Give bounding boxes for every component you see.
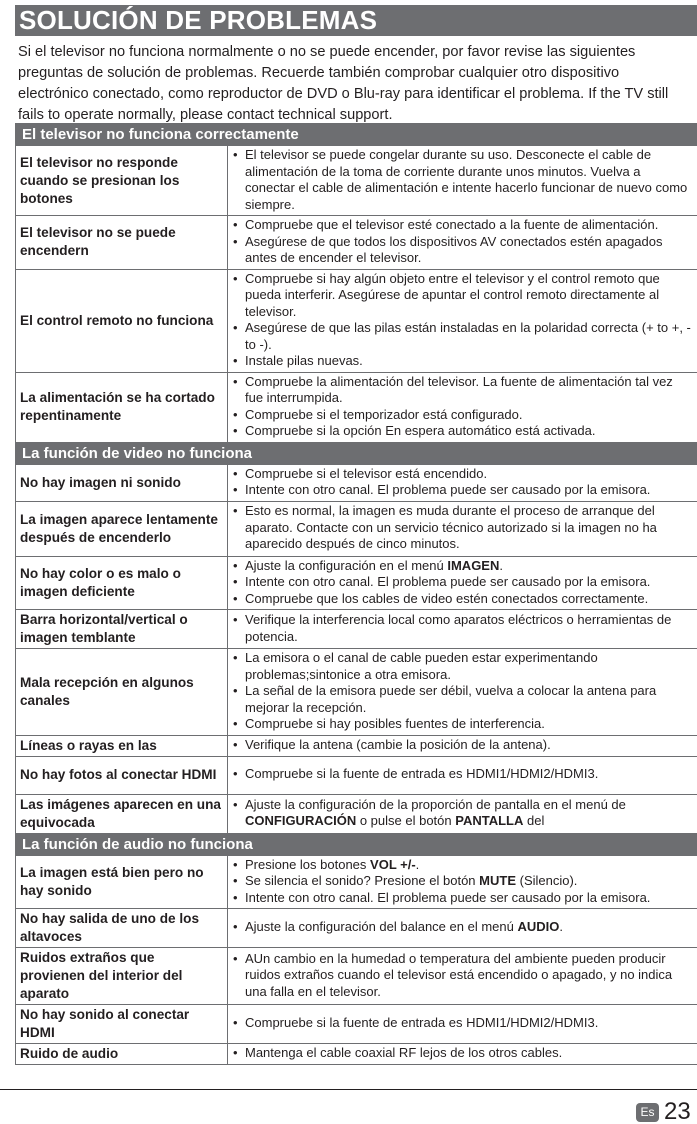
solution-item: • Verifique la antena (cambie la posición de la antena). (232, 737, 693, 754)
solution-cell (228, 464, 697, 501)
intro-paragraph: Si el televisor no funciona normalmente o no se puede encender, por favor revise las siguientes preguntas de solución de problemas. Recuerde también comprobar cualquier otro dispositivo electrónico conectado, como reproductor de DVD o Blu-ray para identificar el problema. If the TV still fails to operate normally, please contact technical support. (18, 44, 669, 123)
problem-cell: Mala recepción en algunos canales (16, 649, 228, 736)
solution-item: • Ajuste la configuración del balance en el menú AUDIO. (232, 919, 693, 936)
table-row (16, 269, 697, 372)
problem-cell: No hay fotos al conectar HDMI (16, 756, 228, 794)
solution-list (232, 466, 693, 499)
solution-list (232, 558, 693, 608)
solution-list (232, 374, 693, 440)
table-row (16, 735, 697, 756)
solution-item: • Ajuste la configuración de la proporción de pantalla en el menú de CONFIGURACIÓN o pulse el botón PANTALLA del (232, 797, 693, 830)
problem-cell: No hay salida de uno de los altavoces (16, 909, 228, 948)
problem-cell: El televisor no se puede encendern (16, 216, 228, 270)
solution-list (232, 797, 693, 830)
table-row (16, 855, 697, 909)
table-row (16, 909, 697, 948)
solution-cell (228, 735, 697, 756)
problem-cell: Líneas o rayas en las (16, 735, 228, 756)
solution-item: • Instale pilas nuevas. (232, 353, 693, 370)
solution-cell (228, 794, 697, 833)
section-header (16, 124, 697, 146)
solution-list (232, 951, 693, 1001)
section-header (16, 442, 697, 464)
table-row (16, 756, 697, 794)
solution-list (232, 503, 693, 553)
solution-item: • Compruebe si la fuente de entrada es HDMI1/HDMI2/HDMI3. (232, 1015, 693, 1032)
solution-list (232, 147, 693, 213)
troubleshooting-table (15, 123, 697, 1065)
solution-item: • Mantenga el cable coaxial RF lejos de los otros cables. (232, 1045, 693, 1062)
solution-item: • El televisor se puede congelar durante su uso. Desconecte el cable de alimentación de la toma de corriente durante unos minutos. Vuelva a conectar el cable de alimentación e intente hacerlo funcionar de nuevo como siempre. (232, 147, 693, 213)
solution-cell (228, 146, 697, 216)
solution-item: • Intente con otro canal. El problema puede ser causado por la emisora. (232, 482, 693, 499)
title-bar (15, 5, 697, 36)
problem-cell: El control remoto no funciona (16, 269, 228, 372)
solution-cell (228, 216, 697, 270)
solution-list (232, 1015, 693, 1032)
table-row (16, 501, 697, 556)
solution-list (232, 737, 693, 754)
solution-list (232, 217, 693, 267)
section-header (16, 833, 697, 855)
problem-cell: Ruido de audio (16, 1044, 228, 1065)
problem-cell: No hay sonido al conectar HDMI (16, 1005, 228, 1044)
page-number: 23 (664, 1098, 691, 1124)
problem-cell: El televisor no responde cuando se presionan los botones (16, 146, 228, 216)
table-row (16, 372, 697, 442)
solution-item: • Compruebe si la opción En espera automático está activada. (232, 423, 693, 440)
solution-item: • Se silencia el sonido? Presione el botón MUTE (Silencio). (232, 873, 693, 890)
solution-item: • Compruebe que el televisor esté conectado a la fuente de alimentación. (232, 217, 693, 234)
solution-item: • Asegúrese de que todos los dispositivos AV conectados estén apagados antes de encender el televisor. (232, 234, 693, 267)
section-title: El televisor no funciona correctamente (16, 124, 697, 146)
solution-item: • Esto es normal, la imagen es muda durante el proceso de arranque del aparato. Contacte con un servicio técnico autorizado si la imagen no ha aparecido después de cinco minutos. (232, 503, 693, 553)
solution-list (232, 271, 693, 370)
table-row (16, 464, 697, 501)
solution-cell (228, 556, 697, 610)
solution-item: • AUn cambio en la humedad o temperatura del ambiente pueden producir ruidos extraños cuando el televisor está encendido o apagado, y no indica una falla en el televisor. (232, 951, 693, 1001)
solution-item: • Compruebe la alimentación del televisor. La fuente de alimentación tal vez fue interrumpida. (232, 374, 693, 407)
solution-cell (228, 756, 697, 794)
table-row (16, 649, 697, 736)
solution-item: • Presione los botones VOL +/-. (232, 857, 693, 874)
problem-cell: Las imágenes aparecen en una equivocada (16, 794, 228, 833)
table-row (16, 610, 697, 649)
table-row (16, 216, 697, 270)
section-title: La función de video no funciona (16, 442, 697, 464)
table-row (16, 1005, 697, 1044)
solution-item: • Ajuste la configuración en el menú IMAGEN. (232, 558, 693, 575)
solution-cell (228, 1005, 697, 1044)
table-row (16, 146, 697, 216)
solution-cell (228, 269, 697, 372)
solution-item: • Compruebe si hay posibles fuentes de interferencia. (232, 716, 693, 733)
solution-item: • La señal de la emisora puede ser débil, vuelva a colocar la antena para mejorar la recepción. (232, 683, 693, 716)
solution-item: • Compruebe si hay algún objeto entre el televisor y el control remoto que pueda interferir. Asegúrese de apuntar el control remoto directamente al televisor. (232, 271, 693, 321)
solution-item: • La emisora o el canal de cable pueden estar experimentando problemas;sintonice a otra emisora. (232, 650, 693, 683)
solution-list (232, 857, 693, 907)
solution-cell (228, 610, 697, 649)
problem-cell: Ruidos extraños que provienen del interior del aparato (16, 948, 228, 1005)
solution-item: • Compruebe si el temporizador está configurado. (232, 407, 693, 424)
solution-cell (228, 909, 697, 948)
solution-cell (228, 1044, 697, 1065)
solution-item: • Verifique la interferencia local como aparatos eléctricos o herramientas de potencia. (232, 612, 693, 645)
solution-list (232, 650, 693, 733)
section-title: La función de audio no funciona (16, 833, 697, 855)
solution-cell (228, 855, 697, 909)
table-row (16, 1044, 697, 1065)
solution-list (232, 612, 693, 645)
solution-list (232, 1045, 693, 1062)
solution-list (232, 919, 693, 936)
solution-item: • Compruebe que los cables de video estén conectados correctamente. (232, 591, 693, 608)
solution-item: • Asegúrese de que las pilas están instaladas en la polaridad correcta (+ to +, - to -). (232, 320, 693, 353)
problem-cell: Barra horizontal/vertical o imagen temblante (16, 610, 228, 649)
solution-item: • Intente con otro canal. El problema puede ser causado por la emisora. (232, 574, 693, 591)
solution-item: • Intente con otro canal. El problema puede ser causado por la emisora. (232, 890, 693, 907)
solution-cell (228, 501, 697, 556)
solution-cell (228, 372, 697, 442)
problem-cell: La imagen está bien pero no hay sonido (16, 855, 228, 909)
solution-item: • Compruebe si la fuente de entrada es HDMI1/HDMI2/HDMI3. (232, 766, 693, 783)
solution-item: • Compruebe si el televisor está encendido. (232, 466, 693, 483)
problem-cell: La alimentación se ha cortado repentinamente (16, 372, 228, 442)
footer-divider (0, 1089, 697, 1090)
table-row (16, 948, 697, 1005)
table-row (16, 556, 697, 610)
page-title: SOLUCIÓN DE PROBLEMAS (19, 5, 378, 35)
language-badge: Es (636, 1103, 659, 1122)
solution-cell (228, 649, 697, 736)
solution-cell (228, 948, 697, 1005)
table-row (16, 794, 697, 833)
solution-list (232, 766, 693, 783)
problem-cell: No hay imagen ni sonido (16, 464, 228, 501)
problem-cell: La imagen aparece lentamente después de encenderlo (16, 501, 228, 556)
problem-cell: No hay color o es malo o imagen deficiente (16, 556, 228, 610)
